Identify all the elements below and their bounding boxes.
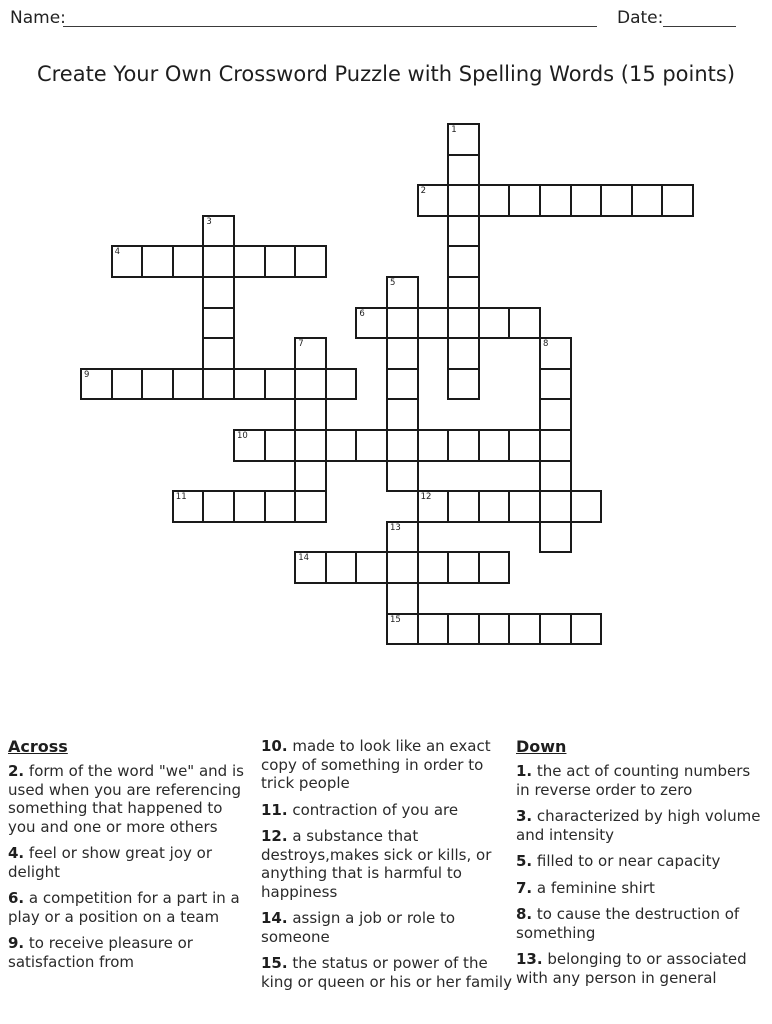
grid-cell[interactable] — [233, 429, 266, 462]
clue-item — [8, 844, 254, 881]
grid-cell[interactable] — [447, 276, 480, 309]
grid-cell[interactable] — [355, 307, 388, 340]
clue-item — [261, 954, 513, 991]
grid-cell[interactable] — [202, 368, 235, 401]
grid-cell[interactable] — [386, 460, 419, 493]
grid-cell-number: 8 — [543, 339, 549, 350]
grid-cell[interactable] — [508, 613, 541, 646]
grid-cell[interactable] — [325, 429, 358, 462]
clue-number: 11. — [261, 800, 288, 819]
grid-cell[interactable] — [417, 551, 450, 584]
grid-cell[interactable] — [539, 429, 572, 462]
across-heading: Across — [8, 737, 68, 756]
grid-cell[interactable] — [294, 429, 327, 462]
grid-cell[interactable] — [233, 245, 266, 278]
clue-item — [8, 889, 254, 926]
clue-number: 14. — [261, 909, 288, 927]
grid-cell[interactable] — [202, 245, 235, 278]
down-clues-list — [516, 762, 766, 987]
across-clues-list-2 — [261, 737, 513, 991]
grid-cell[interactable] — [447, 245, 480, 278]
grid-cell[interactable] — [264, 368, 297, 401]
clue-item — [261, 801, 513, 820]
grid-cell[interactable] — [447, 613, 480, 646]
grid-cell[interactable] — [478, 184, 511, 217]
clue-number: 6. — [8, 889, 25, 907]
clue-number: 1. — [516, 762, 533, 780]
clue-item — [8, 934, 254, 971]
grid-cell[interactable] — [325, 368, 358, 401]
grid-cell[interactable] — [447, 368, 480, 401]
clue-number: 10. — [261, 737, 288, 755]
clue-text: a substance that destroys,makes sick or kills, or anything that is harmful to happiness — [261, 827, 492, 901]
grid-cell[interactable] — [539, 337, 572, 370]
grid-cell[interactable] — [447, 123, 480, 156]
grid-cell[interactable] — [202, 490, 235, 523]
clues-column-across-2 — [261, 737, 513, 999]
grid-cell[interactable] — [141, 245, 174, 278]
clue-item — [516, 852, 766, 871]
grid-cell[interactable] — [202, 337, 235, 370]
grid-cell[interactable] — [508, 429, 541, 462]
clue-number: 3. — [516, 807, 533, 825]
grid-cell-number: 9 — [84, 369, 90, 380]
grid-cell[interactable] — [264, 245, 297, 278]
grid-cell[interactable] — [478, 490, 511, 523]
grid-cell[interactable] — [386, 307, 419, 340]
grid-cell[interactable] — [386, 521, 419, 554]
grid-cell[interactable] — [325, 551, 358, 584]
crossword-grid — [80, 123, 696, 647]
grid-cell[interactable] — [447, 551, 480, 584]
grid-cell[interactable] — [202, 276, 235, 309]
clue-item — [261, 909, 513, 946]
grid-cell[interactable] — [172, 490, 205, 523]
grid-cell-number: 15 — [390, 614, 401, 625]
grid-cell[interactable] — [447, 490, 480, 523]
grid-cell[interactable] — [294, 368, 327, 401]
grid-cell[interactable] — [111, 368, 144, 401]
grid-cell[interactable] — [447, 429, 480, 462]
down-heading: Down — [516, 737, 567, 756]
grid-cell[interactable] — [508, 490, 541, 523]
clue-text: the act of counting numbers in reverse order to zero — [516, 762, 751, 799]
clue-number: 2. — [8, 762, 25, 780]
grid-cell[interactable] — [539, 460, 572, 493]
grid-cell[interactable] — [539, 398, 572, 431]
date-label: Date: — [617, 8, 664, 28]
grid-cell[interactable] — [202, 215, 235, 248]
grid-cell[interactable] — [264, 490, 297, 523]
clue-text: assign a job or role to someone — [261, 909, 456, 946]
name-blank-line — [63, 8, 597, 27]
grid-cell[interactable] — [355, 551, 388, 584]
grid-cell-number: 10 — [237, 431, 248, 441]
grid-cell-number: 11 — [175, 492, 187, 503]
clue-text: feel or show great joy or delight — [8, 844, 212, 881]
clue-text: belonging to or associated with any person in general — [516, 950, 747, 987]
clue-text: contraction of you are — [287, 800, 459, 819]
clue-text: form of the word "we" and is used when you are referencing something that happened to you and one or more others — [8, 762, 244, 836]
grid-cell[interactable] — [417, 490, 450, 523]
clue-text: a competition for a part in a play or a position on a team — [8, 889, 240, 926]
clue-item — [516, 879, 766, 898]
grid-cell[interactable] — [294, 460, 327, 493]
grid-cell[interactable] — [447, 337, 480, 370]
grid-cell-number: 3 — [206, 216, 212, 227]
grid-cell[interactable] — [539, 613, 572, 646]
grid-cell[interactable] — [386, 613, 419, 646]
clue-item — [516, 807, 766, 844]
grid-cell[interactable] — [355, 429, 388, 462]
clue-number: 12. — [261, 827, 288, 845]
grid-cell[interactable] — [417, 613, 450, 646]
grid-cell[interactable] — [570, 490, 603, 523]
clue-number: 13. — [516, 950, 543, 968]
grid-cell[interactable] — [80, 368, 113, 401]
grid-cell-number: 6 — [359, 308, 365, 319]
grid-cell[interactable] — [508, 307, 541, 340]
grid-cell[interactable] — [386, 398, 419, 431]
grid-cell[interactable] — [661, 184, 694, 217]
clue-text: filled to or near capacity — [532, 852, 721, 870]
grid-cell-number: 7 — [298, 339, 304, 350]
grid-cell[interactable] — [294, 245, 327, 278]
grid-cell[interactable] — [447, 154, 480, 187]
clue-number: 8. — [516, 905, 533, 923]
grid-cell[interactable] — [264, 429, 297, 462]
grid-cell[interactable] — [386, 368, 419, 401]
grid-cell[interactable] — [539, 521, 572, 554]
grid-cell[interactable] — [141, 368, 174, 401]
clue-text: to receive pleasure or satisfaction from — [8, 934, 193, 971]
clue-text: characterized by high volume and intensity — [516, 807, 761, 844]
grid-cell[interactable] — [478, 429, 511, 462]
grid-cell[interactable] — [570, 613, 603, 646]
grid-cell[interactable] — [570, 184, 603, 217]
grid-cell[interactable] — [294, 490, 327, 523]
grid-cell[interactable] — [386, 276, 419, 309]
grid-cell[interactable] — [600, 184, 633, 217]
grid-cell[interactable] — [294, 337, 327, 370]
grid-cell[interactable] — [111, 245, 144, 278]
clue-item — [516, 950, 766, 987]
grid-cell[interactable] — [233, 368, 266, 401]
clue-text: a feminine shirt — [532, 878, 655, 897]
grid-cell[interactable] — [386, 551, 419, 584]
grid-cell[interactable] — [447, 307, 480, 340]
date-blank-line — [663, 8, 736, 27]
grid-cell[interactable] — [202, 307, 235, 340]
grid-cell-number: 5 — [390, 278, 396, 288]
grid-cell-number: 1 — [451, 125, 457, 135]
clues-column-across-1 — [8, 737, 254, 979]
grid-cell-number: 14 — [298, 553, 310, 564]
grid-cell[interactable] — [417, 429, 450, 462]
clue-item — [516, 905, 766, 942]
clues-column-down — [516, 737, 766, 995]
grid-cell[interactable] — [539, 368, 572, 401]
grid-cell[interactable] — [417, 307, 450, 340]
grid-cell[interactable] — [478, 551, 511, 584]
clue-text: to cause the destruction of something — [516, 905, 740, 942]
grid-cell[interactable] — [508, 184, 541, 217]
clue-text: the status or power of the king or queen or his or her family — [261, 954, 512, 991]
across-clues-list-1 — [8, 762, 254, 971]
grid-cell[interactable] — [417, 184, 450, 217]
grid-cell[interactable] — [233, 490, 266, 523]
grid-cell-number: 2 — [420, 186, 427, 197]
clue-number: 9. — [8, 934, 25, 952]
grid-cell[interactable] — [447, 184, 480, 217]
grid-cell[interactable] — [447, 215, 480, 248]
grid-cell[interactable] — [539, 184, 572, 217]
clue-item — [516, 762, 766, 799]
clue-item — [8, 762, 254, 836]
grid-cell[interactable] — [478, 307, 511, 340]
grid-cell[interactable] — [386, 429, 419, 462]
grid-cell[interactable] — [294, 551, 327, 584]
clue-number: 15. — [261, 954, 288, 972]
grid-cell[interactable] — [172, 368, 205, 401]
grid-cell[interactable] — [539, 490, 572, 523]
clue-number: 4. — [8, 844, 25, 862]
clue-item — [261, 827, 513, 901]
grid-cell[interactable] — [478, 613, 511, 646]
grid-cell[interactable] — [172, 245, 205, 278]
grid-cell-number: 13 — [390, 522, 401, 533]
grid-cell[interactable] — [631, 184, 664, 217]
grid-cell-number: 12 — [420, 492, 432, 503]
grid-cell[interactable] — [386, 337, 419, 370]
page-title: Create Your Own Crossword Puzzle with Spelling Words (15 points) — [36, 62, 736, 86]
grid-cell[interactable] — [294, 398, 327, 431]
grid-cell[interactable] — [386, 582, 419, 615]
clue-text: made to look like an exact copy of something in order to trick people — [261, 737, 491, 792]
name-label: Name: — [10, 8, 66, 28]
grid-cell-number: 4 — [114, 247, 121, 258]
clue-number: 7. — [516, 878, 533, 897]
clue-number: 5. — [516, 852, 533, 870]
clue-item — [261, 737, 513, 793]
